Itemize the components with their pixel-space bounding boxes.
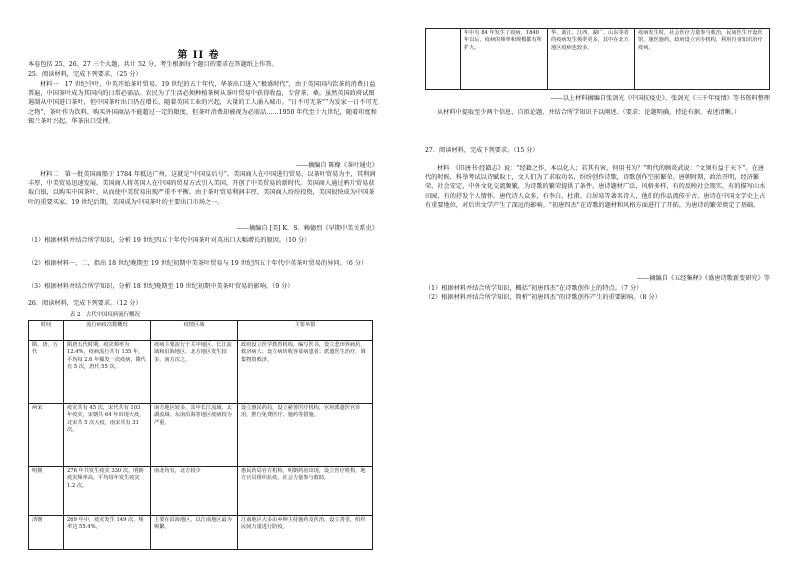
cell-measure: 政府设立医学教育机构，编写医书，设立悲田养病坊，救济病人；设立病坊收容贫病患者；派遣医生治疗，调集物资救济。 <box>238 341 373 404</box>
table-source: ——以上材料摘编自张剑光《中国抗疫史》、张剑光《三千年疫情》等书资料整理 <box>550 95 770 102</box>
cell-measure: 江南地区大多由乡绅主持施药及医治，设立善堂，组织民间力量进行防疫。 <box>238 515 373 549</box>
q25-question-1: （1）根据材料并结合所学知识，分析 19 世纪四五十年代中国茶叶对英出口大幅增长的原因。（10 分） <box>28 237 311 244</box>
epidemic-table-continued <box>425 28 770 90</box>
cell-count: 隋唐五代时期，疫灾频率为 12.4%，疫病流行共有 135 年，平均每 2.6 年爆发一次疫病，隋代有 5 次，唐代 55 次。 <box>64 341 151 404</box>
q25-question-3: （3）根据材料并结合所学知识，分析 18 世纪晚期至 19 世纪初期中美茶叶贸易的影响。（9 分） <box>28 283 294 290</box>
q27-material-source: ——摘编自《五经集释》《盛唐诗歌新变研究》等 <box>636 275 770 282</box>
cell-era: 两宋 <box>29 404 64 467</box>
q27-material: 材料 《旧唐书·经籍志》说：“经籍之作，本以化人；若其有害，何用书为？”明代的顾炎武说：“文须有益于天下”。在唐代的时候，科举考试以诗赋取士，文人们为了求取功名，纷纷创作诗歌，诗歌创作空前繁荣。唐朝时期，政治开明，经济繁荣，社会安定，中外文化交流频繁，为诗歌的繁荣提供了条件。唐诗题材广泛，风格多样，有的反映社会现实，有的描写山水田园，有的抒发个人情怀。唐代诗人众多，有李白、杜甫、白居易等著名诗人，他们的作品流传千古。唐诗在中国文学史上占有重要地位，对后世文学产生了深远的影响。“初唐四杰”在诗歌的题材和风格方面进行了开拓，为唐诗的繁荣奠定了基础。 <box>425 165 766 209</box>
header-era: 时间 <box>29 321 64 341</box>
q27-heading: 27．阅读材料，完成下列要求。（15 分） <box>425 147 539 154</box>
epidemic-table <box>28 320 373 550</box>
cell-region: 南方地区较多，其中长江流域、太湖流域、东南沿海等地区疫病较为严重。 <box>151 404 238 467</box>
q26-heading: 26．阅读材料，完成下列要求。（12 分） <box>28 300 142 307</box>
cell-count: 269 年中，疫灾发生 149 次，频率达 55.4%。 <box>64 515 151 549</box>
q27-question-1: （1）根据材料并结合所学知识，概括“初唐四杰”在诗歌创作上的特点。（7 分） <box>425 285 643 292</box>
section-title: 第 II 卷 <box>177 50 220 61</box>
q25-question-2: （2）根据材料一、二，指出 18 世纪晚期至 19 世纪初期中美茶叶贸易与 19 世纪四五十年代中英茶叶贸易的异同。（6 分） <box>28 260 368 267</box>
table-header-row <box>29 321 373 341</box>
cell-region: 主要在沿海地区，以江南地区最为频繁。 <box>151 515 238 549</box>
cell-measure: 惠民药局官方机构，明朝药房出现，设立医疗机构，地方官员组织抗疫，社会力量参与救助。 <box>238 466 373 515</box>
cell-count: 年中有 84 年发生了疫病，1840 年以后，疫病的频率和规模都有所扩大。 <box>461 29 548 90</box>
q25-material-1: 材料一 17 世纪中叶，中英开始茶叶贸易，19 世纪的五十年代，华茶出口进入“极盛时代”，由于英国国内饮茶的消费日益普遍，中国茶叶成为其国内的日常必需品。农民为了生活必须种植茶树从茶叶贸易中获得收益，专营茶、桑。虽然英国政府试图遏制从中国进口茶叶，但中国茶叶出口仍在增长。随着英国工业的兴起，大量的工人涌入城市。“日不可无茶”“为发家一日不可无之物”，茶叶作为饮料，购买外国商品不能超过一定的限度，但茶叶消费却被视为必需品……1950 年代至十九世纪，随着印度和锡兰茶叶兴起，华茶出口受挫。 <box>28 81 378 125</box>
q25-heading: 25．阅读材料，完成下列要求。（25 分） <box>28 71 142 78</box>
cell-region: 疫病主要流行于关中地区、长江流域和沿海地区，北方地区发生较多，南方次之。 <box>151 341 238 404</box>
q25-material-1-source: ——摘编自 陈椽《茶叶通史》 <box>295 162 378 169</box>
right-column <box>397 0 794 562</box>
cell-era: 明朝 <box>29 466 64 515</box>
header-count: 流行病疫次数概况 <box>64 321 151 341</box>
cell-era: 隋、唐、五代 <box>29 341 64 404</box>
cell-region: 华、浙江、江西、湖广、山东等省的疫病发生频率更多，其中在北方地区疫病也较多。 <box>548 29 635 90</box>
section-intro: 本卷包括 25、26、27 三个大题，共计 52 分，考生根据每个题目的要求在答题纸上作答。 <box>28 61 278 68</box>
cell-era: 清朝 <box>29 515 64 549</box>
cell-era <box>426 29 461 90</box>
table-caption: 表 2 古代中国疫病流行概况 <box>70 312 140 318</box>
cell-count: 276 年共发生疫灾 330 次，明朝疫灾频率高，平均每年发生疫灾 1.2 次。 <box>64 466 151 515</box>
cell-measure: 疫病发生时，社会医疗力量参与救治，民间医生开设医馆，施医施药，政府设立官办机构，利用自身知识治疗疫病。 <box>635 29 770 90</box>
table-row <box>426 29 770 90</box>
cell-region: 南北均有，北方较少 <box>151 466 238 515</box>
q25-material-2: 材料二 第一批美国商船于 1784 年抵达广州，这就是“中国皇后号”。美国商人在中国进行贸易，以茶叶贸易为主，其利润丰厚，中美贸易迅速发展。美国商人将英国人在中国的贸易方式引入美国，开创了中美贸易的新时代。美国商人通过鸦片贸易获取白银，以购买中国茶叶，从而使中美贸易出现严重不平衡。由于茶叶贸易利润丰厚，美国商人纷纷投资，美国很快成为中国茶叶的重要买家。19 世纪后期，美国成为中国茶叶的主要出口市场之一。 <box>28 171 376 206</box>
q27-question-2: （2）根据材料并结合所学知识，简析“初唐四杰”的诗歌创作产生的重要影响。（8 分） <box>425 294 661 301</box>
cell-count: 疫灾共有 45 次，宋代共有 103 年疫灾，宋朝共 64 年出现大疫，北宋共 5 次大疫，南宋共有 31 次。 <box>64 404 151 467</box>
table-row <box>29 466 373 515</box>
header-measure: 主要举措 <box>238 321 373 341</box>
q25-material-2-source: ——摘编自 [美] K．S．赖德烈《早期中美关系史》 <box>236 225 378 232</box>
q26-requirement: 从材料中提取至少两个信息，自拟论题，并结合所学知识予以阐述。（要求：论题明确，持论有据，表述清晰。） <box>437 109 741 116</box>
table-row <box>29 404 373 467</box>
cell-measure: 设立惠民药局，设立慈善医疗机构，官府派遣医官诊治，推行免费医疗、施药等措施。 <box>238 404 373 467</box>
table-row <box>29 341 373 404</box>
header-region: 疫情区域 <box>151 321 238 341</box>
table-row <box>29 515 373 549</box>
